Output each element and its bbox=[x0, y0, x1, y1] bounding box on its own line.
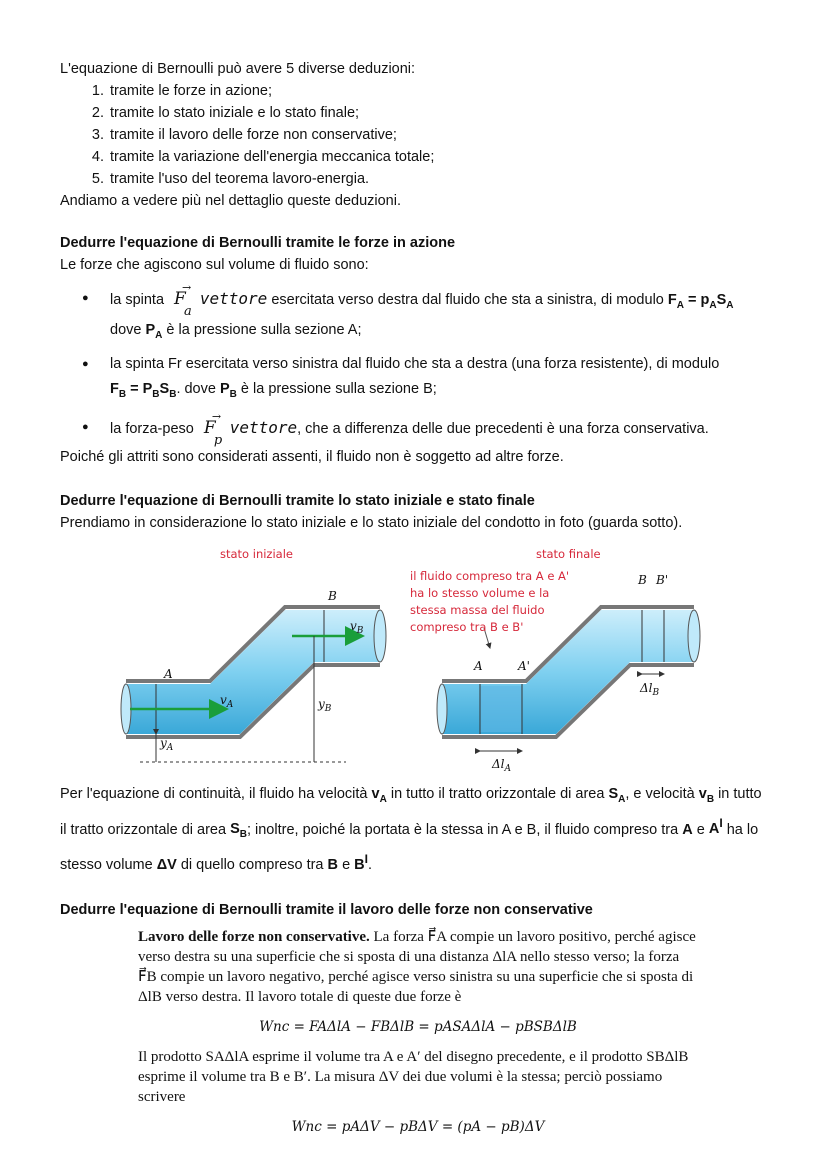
vector-fa: F → a bbox=[174, 281, 192, 319]
list-item: 3. tramite il lavoro delle forze non conservative; bbox=[108, 124, 772, 146]
list-item: 4. tramite la variazione dell'energia meccanica totale; bbox=[108, 146, 772, 168]
svg-text:A: A bbox=[474, 658, 483, 673]
vector-fp: F → p bbox=[203, 409, 223, 448]
list-item: 2. tramite lo stato iniziale e lo stato finale; bbox=[108, 102, 772, 124]
equation-wnc-1: Wnc = FAΔlA − FBΔlB = pASAΔlA − pBSBΔlB bbox=[259, 1019, 577, 1036]
section1-heading: Dedurre l'equazione di Bernoulli tramite le forze in azione bbox=[60, 235, 456, 251]
list-item: 5. tramite l'uso del teorema lavoro-energia. bbox=[108, 168, 772, 190]
section3-heading: Dedurre l'equazione di Bernoulli tramite il lavoro delle forze non conservative bbox=[60, 902, 593, 919]
svg-text:ha lo stesso volume e la: ha lo stesso volume e la bbox=[410, 585, 550, 600]
svg-text:stessa massa del fluido: stessa massa del fluido bbox=[410, 602, 545, 617]
svg-text:il fluido compreso tra A e A': il fluido compreso tra A e A' bbox=[410, 568, 570, 583]
pipe-diagram-svg bbox=[60, 544, 772, 782]
svg-text:B: B bbox=[638, 572, 647, 587]
caption-initial: stato iniziale bbox=[220, 546, 293, 561]
continuity-paragraph: Per l'equazione di continuità, il fluido ha velocità $v_A$ in tutto il tratto orizzontale di area $S_A$, e velocità $v_B$ in tutto il tratto orizzontale di area $S_B$; inoltre, poiché la portata è la stessa in A e B, il fluido compreso tra A e $A^I$ ha lo stesso volume ΔV di quello compreso tra B e $B^I$. bbox=[60, 785, 762, 874]
svg-text:A: A bbox=[164, 666, 173, 681]
list-item: 1. tramite le forze in azione; bbox=[108, 80, 772, 102]
intro-closing: Andiamo a vedere più nel dettaglio queste deduzioni. bbox=[60, 193, 401, 209]
svg-text:vA: $v_A$ bbox=[220, 692, 234, 710]
svg-text:yA: $y_A$ bbox=[160, 735, 174, 753]
textbook-excerpt: Lavoro delle forze non conservative. La forza F⃗A compie un lavoro positivo, perché agisce verso destra su una superficie che si sposta di una distanza ΔlA nello stesso verso; la forza F⃗B compie un lavoro negativo, perché agisce verso sinistra su una superficie che si sposta di ΔlB verso destra. Il lavoro totale di queste due forze è Wnc = FAΔlA − FBΔlB = pASAΔlA − pBSBΔlB Il prodotto SAΔlA esprime il volume tra A e A′ del disegno precedente, e il prodotto SBΔlB esprime il volume tra B e B′. La misura ΔV dei due volumi è la stessa; perciò possiamo scrivere Wnc = pAΔV − pBΔV = (pA − pB)ΔV bbox=[138, 927, 698, 1137]
list-item: ● la forza-peso F → p vettore, che a differenza delle due precedenti è una forza conservativa. bbox=[60, 415, 772, 442]
equation-wnc-2: Wnc = pAΔV − pBΔV = (pA − pB)ΔV bbox=[291, 1119, 545, 1136]
note-text bbox=[410, 569, 569, 634]
svg-text:compreso tra B e B': compreso tra B e B' bbox=[410, 619, 524, 634]
caption-final: stato finale bbox=[536, 546, 601, 561]
section2-heading: Dedurre l'equazione di Bernoulli tramite lo stato iniziale e stato finale bbox=[60, 492, 535, 509]
svg-text:B: B bbox=[328, 588, 337, 603]
formula-fa: $F_A = p_AS_A$ bbox=[667, 292, 734, 311]
svg-text:vB: $v_B$ bbox=[350, 618, 364, 636]
intro-line: L'equazione di Bernoulli può avere 5 diverse deduzioni: bbox=[60, 61, 416, 77]
section1-intro: Le forze che agiscono sul volume di fluido sono: bbox=[60, 257, 369, 273]
document-page bbox=[60, 58, 772, 1147]
forces-list bbox=[60, 281, 772, 448]
svg-text:ΔlA: $\Delta l_A$ bbox=[492, 756, 512, 774]
list-item: ● la spinta F → a vettore esercitata verso destra dal fluido che sta a sinistra, di modulo $F_A = p_AS_A$ dove $P_A$ è la pressione sulla sezione A; bbox=[60, 286, 772, 348]
section2-intro: Prendiamo in considerazione lo stato iniziale e lo stato iniziale del condotto in foto (guarda sotto). bbox=[60, 514, 683, 531]
deductions-list bbox=[60, 80, 772, 190]
svg-text:B': B' bbox=[656, 572, 669, 587]
formula-fb: $F_B = P_BS_B$ bbox=[110, 380, 177, 400]
svg-text:ΔlB: $\Delta l_B$ bbox=[640, 680, 660, 698]
pipe-diagram bbox=[60, 544, 772, 782]
section1-closing: Poiché gli attriti sono considerati assenti, il fluido non è soggetto ad altre forze. bbox=[60, 448, 564, 465]
svg-text:yB: $y_B$ bbox=[318, 696, 332, 714]
list-item: ● la spinta Fr esercitata verso sinistra dal fluido che sta a destra (una forza resistente), di modulo $F_B = P_BS_B$. dove $P_B$ è la pressione sulla sezione B; bbox=[60, 352, 772, 407]
svg-text:A': A' bbox=[518, 658, 530, 673]
